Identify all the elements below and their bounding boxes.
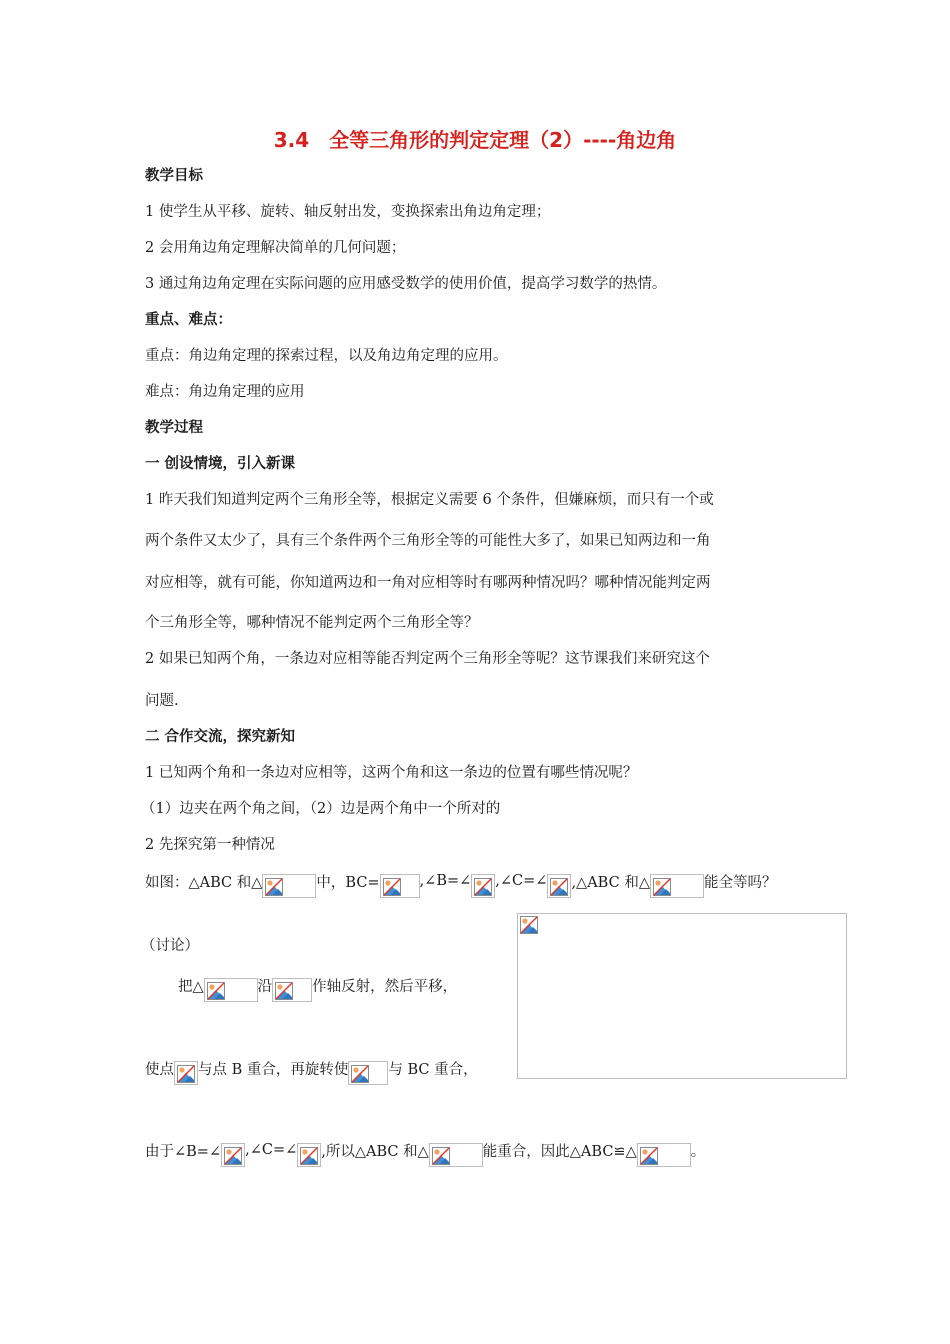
objective-item: 2 会用角边角定理解决简单的几何问题；: [145, 240, 406, 256]
cases-text: （1）边夹在两个角之间，（2）边是两个角中一个所对的: [141, 801, 501, 817]
conclusion-text: ,所以△ABC 和△: [321, 1143, 429, 1160]
objective-item: 3 通过角边角定理在实际问题的应用感受数学的使用价值，提高学习数学的热情。: [145, 276, 667, 292]
figure-text: 如图：△ABC 和△: [145, 874, 263, 891]
conclusion-text: 由于∠B=∠: [145, 1143, 222, 1160]
broken-image-icon: [547, 874, 571, 898]
process-heading: 教学过程: [145, 420, 203, 436]
broken-image-icon: [650, 874, 704, 898]
difficulty-text: 难点：角边角定理的应用: [145, 384, 305, 400]
figure-text: 中，BC=: [316, 874, 380, 891]
figure-line: [145, 864, 776, 898]
reflect-text: 把△: [178, 978, 204, 995]
broken-image-icon: [174, 1061, 198, 1085]
document-title: 3.4 全等三角形的判定定理（2）----角边角: [273, 128, 677, 152]
conclusion-line: [145, 1133, 705, 1167]
objectives-heading: 教学目标: [145, 168, 203, 184]
focus-text: 重点：角边角定理的探索过程，以及角边角定理的应用。: [145, 348, 508, 364]
broken-image-icon: [348, 1061, 388, 1085]
figure-text: ,△ABC 和△: [571, 874, 650, 891]
rotate-text: 与 BC 重合，: [388, 1061, 478, 1078]
broken-image-icon: [380, 874, 420, 898]
broken-image-icon: [471, 874, 495, 898]
broken-image-icon: [429, 1143, 483, 1167]
section1-line: 1 昨天我们知道判定两个三角形全等，根据定义需要 6 个条件，但嫌麻烦，而只有一个或: [145, 492, 714, 508]
reflect-text: 沿: [257, 978, 273, 995]
reflect-line: [178, 968, 457, 1002]
broken-image-icon: [297, 1143, 321, 1167]
broken-image-icon: [262, 874, 316, 898]
broken-image-icon: [204, 978, 258, 1002]
rotate-text: 使点: [145, 1061, 174, 1078]
question-2: 2 先探究第一种情况: [145, 837, 275, 853]
section1-line: 个三角形全等，哪种情况不能判定两个三角形全等？: [145, 615, 479, 631]
question-1: 1 已知两个角和一条边对应相等，这两个角和这一条边的位置有哪些情况呢？: [145, 765, 638, 781]
conclusion-text: ,∠C=∠: [245, 1142, 298, 1158]
section1-line: 对应相等，就有可能，你知道两边和一角对应相等时有哪两种情况吗？哪种情况能判定两: [145, 575, 711, 591]
section2-heading: 二 合作交流，探究新知: [145, 729, 296, 745]
broken-image-icon: [221, 1143, 245, 1167]
broken-image-icon: [637, 1143, 691, 1167]
broken-image-icon: [520, 916, 538, 934]
broken-image-icon: [272, 978, 312, 1002]
reflect-text: 作轴反射，然后平移，: [312, 978, 458, 995]
objective-item: 1 使学生从平移、旋转、轴反射出发，变换探索出角边角定理；: [145, 204, 551, 220]
key-points-heading: 重点、难点：: [145, 312, 232, 328]
figure-text: ,∠C=∠: [495, 873, 548, 889]
section1-line: 2 如果已知两个角，一条边对应相等能否判定两个三角形全等呢？这节课我们来研究这个: [145, 651, 710, 667]
section1-line: 问题.: [145, 693, 179, 709]
discussion-label: （讨论）: [141, 938, 199, 954]
section1-line: 两个条件又太少了，具有三个条件两个三角形全等的可能性大多了，如果已知两边和一角: [145, 533, 711, 549]
figure-text: ,∠B=∠: [419, 873, 472, 889]
rotate-line: [145, 1051, 478, 1085]
rotate-text: 与点 B 重合，再旋转使: [198, 1061, 349, 1078]
conclusion-text: 。: [690, 1143, 706, 1160]
section1-heading: 一 创设情境，引入新课: [145, 456, 296, 472]
figure-text: 能全等吗？: [703, 874, 777, 891]
conclusion-text: 能重合，因此△ABC≌△: [482, 1143, 637, 1160]
figure-image-placeholder: [517, 913, 847, 1079]
